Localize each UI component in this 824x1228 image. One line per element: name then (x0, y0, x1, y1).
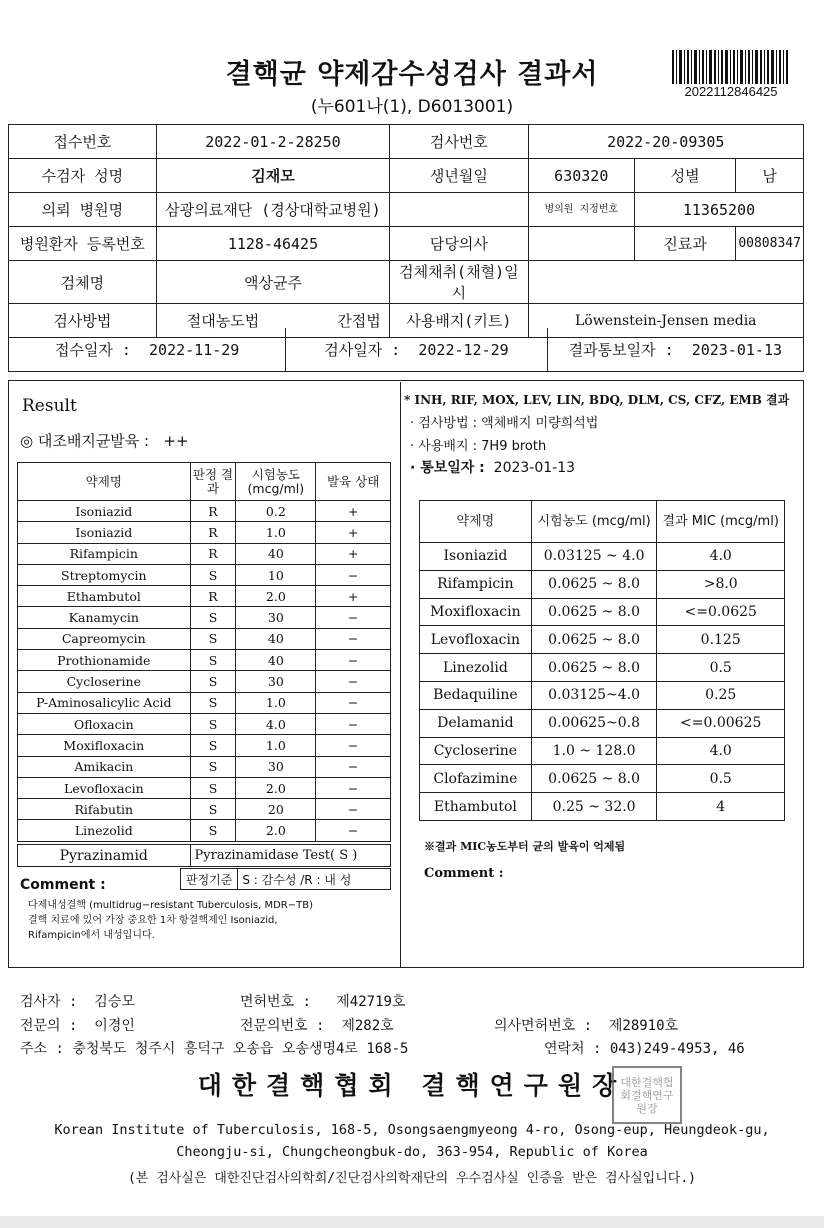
patient-reg-label: 병원환자 등록번호 (9, 227, 157, 261)
table-row (18, 628, 391, 649)
recv-date: 2022-11-29 (149, 340, 240, 359)
barcode-icon (672, 50, 788, 84)
table-row (18, 799, 391, 820)
conc-range-cell: 0.03125 ~ 4.0 (531, 543, 657, 571)
judge-cell: S (190, 735, 236, 756)
drug-cell: Streptomycin (18, 564, 191, 585)
table-row (420, 626, 785, 654)
table-row (420, 598, 785, 626)
seal-text: 대한결핵협회결핵연구원장 (620, 1075, 674, 1115)
judge-cell: S (190, 713, 236, 734)
doctor (528, 227, 634, 261)
pza-result: Pyrazinamidase Test( S ) (190, 845, 390, 867)
judge-cell: R (190, 522, 236, 543)
table-row (18, 756, 391, 777)
growth-cell: + (316, 522, 391, 543)
table-row (420, 654, 785, 682)
right-notify-label: · 통보일자 : (410, 460, 485, 476)
drug-cell: Rifabutin (18, 799, 191, 820)
conc-range-cell: 0.00625~0.8 (531, 709, 657, 737)
solid-media-table (17, 462, 391, 842)
table-row (18, 564, 391, 585)
test-date-label: 검사일자 : (324, 341, 401, 359)
growth-cell: − (316, 777, 391, 798)
dates-row (8, 328, 804, 372)
test-date: 2022-12-29 (418, 340, 509, 359)
notify-date: 2023-01-13 (691, 340, 783, 359)
patient-reg: 1128-46425 (156, 227, 389, 261)
contact: 043)249-4953, 46 (609, 1041, 745, 1057)
address: 충청북도 청주시 흥덕구 오송읍 오송생명4로 168-5 (72, 1041, 409, 1057)
drug-cell: P-Aminosalicylic Acid (18, 692, 191, 713)
conc-range-cell: 0.03125~4.0 (531, 681, 657, 709)
table-row (18, 522, 391, 543)
test-no-label: 검사번호 (390, 125, 528, 159)
criteria-label: 판정기준 (181, 869, 238, 889)
mic-note: ※결과 MIC농도부터 균의 발육이 억제됨 (424, 840, 626, 853)
drug-cell: Linezolid (420, 654, 532, 682)
notify-date-label: 결과통보일자 : (568, 341, 674, 359)
table-row (420, 681, 785, 709)
barcode-number: 2022112846425 (684, 84, 778, 99)
patient-info-table (8, 124, 804, 338)
hospital-label: 의뢰 병원명 (9, 193, 157, 227)
right-method: · 검사방법 : 액체배지 미량희석법 (410, 416, 599, 431)
conc-range-cell: 0.0625 ~ 8.0 (531, 570, 657, 598)
official-seal (612, 1066, 682, 1124)
test-no: 2022-20-09305 (528, 125, 803, 159)
r-col-conc: 시험농도 (mcg/ml) (531, 501, 657, 543)
right-notify-value: 2023-01-13 (493, 460, 576, 476)
patient-name: 김재모 (156, 159, 389, 193)
growth-cell: − (316, 799, 391, 820)
drug-cell: Capreomycin (18, 628, 191, 649)
table-row (18, 543, 391, 564)
right-comment-label: Comment : (424, 866, 504, 881)
hospital-code: 11365200 (634, 193, 803, 227)
institute-name-kr: 대한결핵협회 결핵연구원장 (197, 1071, 627, 1100)
criteria-value: S : 감수성 /R : 내 성 (242, 872, 352, 887)
dept: 00808347 (736, 227, 804, 261)
institute-en-line-1: Korean Institute of Tuberculosis, 168-5, Osongsaengmyeong 4-ro, Osong-eup, Heungdeok-gu, (54, 1122, 770, 1138)
comment-line-3: Rifampicin에서 내성입니다. (28, 930, 155, 941)
conc-cell: 1.0 (236, 692, 316, 713)
judge-cell: S (190, 564, 236, 585)
judge-cell: S (190, 650, 236, 671)
conc-cell: 30 (236, 671, 316, 692)
table-row (18, 713, 391, 734)
table-row (18, 735, 391, 756)
table-row (18, 607, 391, 628)
conc-cell: 2.0 (236, 777, 316, 798)
liquid-media-table (419, 500, 785, 821)
left-comment-label: Comment : (20, 877, 106, 893)
birth-label: 생년월일 (390, 159, 528, 193)
table-row (18, 501, 391, 522)
mic-cell: 4.0 (657, 737, 785, 765)
growth-cell: − (316, 628, 391, 649)
growth-cell: − (316, 607, 391, 628)
drug-cell: Rifampicin (420, 570, 532, 598)
sex: 남 (736, 159, 804, 193)
judge-cell: S (190, 777, 236, 798)
conc-cell: 1.0 (236, 522, 316, 543)
drug-cell: Ethambutol (420, 793, 532, 821)
recv-date-label: 접수일자 : (54, 341, 131, 359)
conc-cell: 20 (236, 799, 316, 820)
growth-cell: + (316, 543, 391, 564)
table-row (420, 765, 785, 793)
conc-range-cell: 0.25 ~ 32.0 (531, 793, 657, 821)
license-label: 면허번호 : (240, 994, 311, 1010)
judge-cell: R (190, 543, 236, 564)
spec-license-label: 전문의번호 : (240, 1018, 325, 1034)
drug-cell: Moxifloxacin (18, 735, 191, 756)
conc-range-cell: 0.0625 ~ 8.0 (531, 654, 657, 682)
drug-cell: Levofloxacin (18, 777, 191, 798)
method-label: 검사방법 (9, 304, 157, 338)
address-label: 주소 : (20, 1041, 64, 1057)
drug-cell: Linezolid (18, 820, 191, 841)
conc-range-cell: 0.0625 ~ 8.0 (531, 598, 657, 626)
mic-cell: 0.125 (657, 626, 785, 654)
col-conc: 시험농도 (mcg/ml) (236, 463, 316, 501)
conc-cell: 30 (236, 756, 316, 777)
right-media: · 사용배지 : 7H9 broth (410, 439, 547, 454)
institute-en-line-2: Cheongju-si, Chungcheongbuk-do, 363-954, Republic of Korea (176, 1144, 648, 1160)
table-row (18, 692, 391, 713)
drug-cell: Ofloxacin (18, 713, 191, 734)
conc-cell: 10 (236, 564, 316, 585)
sex-label: 성별 (634, 159, 735, 193)
table-row (18, 586, 391, 607)
growth-cell: − (316, 692, 391, 713)
media: Löwenstein-Jensen media (528, 304, 803, 338)
drug-cell: Clofazimine (420, 765, 532, 793)
doc-license-label: 의사면허번호 : (494, 1018, 593, 1034)
examiner: 김승모 (94, 994, 135, 1010)
drug-cell: Isoniazid (18, 522, 191, 543)
specimen: 액상균주 (156, 261, 389, 304)
judge-cell: R (190, 586, 236, 607)
conc-cell: 40 (236, 650, 316, 671)
drug-cell: Amikacin (18, 756, 191, 777)
mic-cell: <=0.0625 (657, 598, 785, 626)
doctor-label: 담당의사 (390, 227, 528, 261)
mic-cell: >8.0 (657, 570, 785, 598)
conc-cell: 1.0 (236, 735, 316, 756)
table-row (18, 820, 391, 841)
document-title: 결핵균 약제감수성검사 결과서 (225, 59, 599, 90)
certification-note: (본 검사실은 대한진단검사의학회/진단검사의학재단의 우수검사실 인증을 받은 검사실입니다.) (127, 1171, 697, 1186)
table-row (420, 570, 785, 598)
growth-cell: − (316, 671, 391, 692)
birth: 630320 (528, 159, 634, 193)
examiner-label: 검사자 : (20, 994, 78, 1010)
table-row (420, 709, 785, 737)
drug-cell: Cycloserine (420, 737, 532, 765)
mic-cell: 4.0 (657, 543, 785, 571)
mic-cell: <=0.00625 (657, 709, 785, 737)
specialist-label: 전문의 : (20, 1018, 78, 1034)
specimen-label: 검체명 (9, 261, 157, 304)
col-growth: 발육 상태 (316, 463, 391, 501)
table-row (420, 737, 785, 765)
drug-cell: Prothionamide (18, 650, 191, 671)
growth-cell: − (316, 713, 391, 734)
drug-cell: Ethambutol (18, 586, 191, 607)
drug-cell: Isoniazid (18, 501, 191, 522)
doc-license: 제28910호 (608, 1018, 679, 1034)
method-absolute: 절대농도법 (186, 312, 260, 330)
right-heading: * INH, RIF, MOX, LEV, LIN, BDQ, DLM, CS, CFZ, EMB 결과 (404, 393, 790, 407)
growth-cell: − (316, 756, 391, 777)
hospital: 삼광의료재단 (경상대학교병원) (156, 193, 389, 227)
growth-cell: − (316, 650, 391, 671)
conc-range-cell: 0.0625 ~ 8.0 (531, 626, 657, 654)
dept-label: 진료과 (634, 227, 735, 261)
license: 제42719호 (336, 994, 406, 1010)
document-subtitle: (누601나(1), D6013001) (310, 97, 514, 117)
comment-line-1: 다제내성결핵 (multidrug−resistant Tuberculosis, MDR−TB) (28, 900, 313, 911)
judge-cell: S (190, 692, 236, 713)
comment-line-2: 결핵 치료에 있어 가장 중요한 1차 항결핵제인 Isoniazid, (28, 915, 278, 926)
criteria-box (180, 868, 391, 890)
mic-cell: 4 (657, 793, 785, 821)
mic-cell: 0.5 (657, 654, 785, 682)
judge-cell: S (190, 607, 236, 628)
drug-cell: Cycloserine (18, 671, 191, 692)
col-drug: 약제명 (18, 463, 191, 501)
table-row (420, 793, 785, 821)
reception-no: 2022-01-2-28250 (156, 125, 389, 159)
conc-cell: 0.2 (236, 501, 316, 522)
drug-cell: Delamanid (420, 709, 532, 737)
drug-cell: Kanamycin (18, 607, 191, 628)
hospital-code-label: 병의원 지정번호 (528, 193, 634, 227)
conc-cell: 40 (236, 543, 316, 564)
growth-cell: − (316, 820, 391, 841)
panel-divider (400, 382, 401, 967)
conc-cell: 2.0 (236, 586, 316, 607)
judge-cell: S (190, 799, 236, 820)
pza-table (17, 844, 391, 867)
control-value: ++ (163, 432, 189, 450)
mic-cell: 0.5 (657, 765, 785, 793)
drug-cell: Rifampicin (18, 543, 191, 564)
collect-label: 검체채취(채혈)일시 (390, 261, 528, 304)
table-row (18, 671, 391, 692)
judge-cell: S (190, 820, 236, 841)
growth-cell: − (316, 564, 391, 585)
drug-cell: Levofloxacin (420, 626, 532, 654)
judge-cell: R (190, 501, 236, 522)
conc-cell: 4.0 (236, 713, 316, 734)
specialist: 이경인 (94, 1018, 135, 1034)
mic-cell: 0.25 (657, 681, 785, 709)
growth-cell: + (316, 586, 391, 607)
conc-range-cell: 0.0625 ~ 8.0 (531, 765, 657, 793)
conc-cell: 30 (236, 607, 316, 628)
col-judge: 판정 결과 (190, 463, 236, 501)
page-bottom-edge (0, 1216, 824, 1228)
control-label: ◎ 대조배지균발육 : (20, 432, 150, 450)
conc-cell: 2.0 (236, 820, 316, 841)
table-row (420, 543, 785, 571)
judge-cell: S (190, 628, 236, 649)
collect (528, 261, 803, 304)
drug-cell: Bedaquiline (420, 681, 532, 709)
growth-cell: − (316, 735, 391, 756)
reception-no-label: 접수번호 (9, 125, 157, 159)
contact-label: 연락처 : (544, 1041, 602, 1057)
conc-cell: 40 (236, 628, 316, 649)
growth-cell: + (316, 501, 391, 522)
patient-name-label: 수검자 성명 (9, 159, 157, 193)
r-col-drug: 약제명 (420, 501, 532, 543)
drug-cell: Isoniazid (420, 543, 532, 571)
r-col-mic: 결과 MIC (mcg/ml) (657, 501, 785, 543)
pza-drug: Pyrazinamid (18, 845, 191, 867)
spec-license: 제282호 (341, 1018, 394, 1034)
table-row (18, 650, 391, 671)
table-row (18, 777, 391, 798)
media-label: 사용배지(키트) (390, 304, 528, 338)
judge-cell: S (190, 671, 236, 692)
drug-cell: Moxifloxacin (420, 598, 532, 626)
judge-cell: S (190, 756, 236, 777)
method-indirect: 간접법 (337, 312, 381, 330)
result-heading: Result (22, 396, 77, 416)
conc-range-cell: 1.0 ~ 128.0 (531, 737, 657, 765)
